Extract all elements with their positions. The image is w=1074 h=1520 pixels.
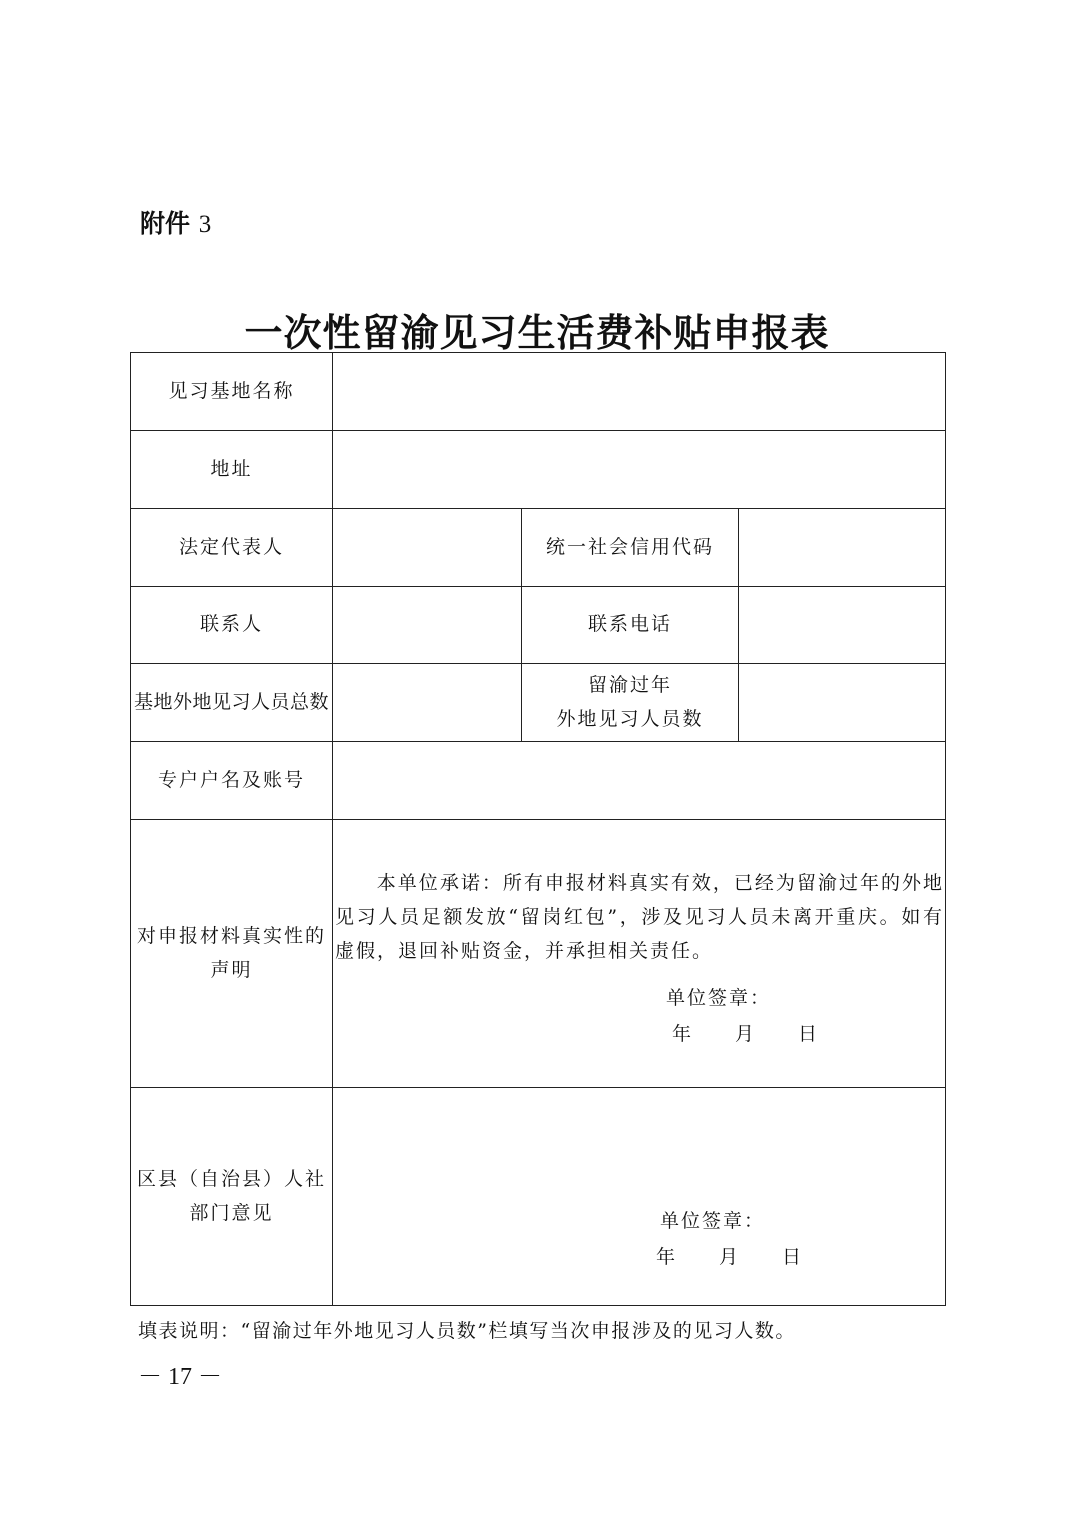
opinion-stamp: 单位签章：: [660, 1210, 766, 1232]
credit-code-field[interactable]: [739, 509, 946, 587]
total-trainees-label: 基地外地见习人员总数: [131, 664, 333, 742]
opinion-label-line1: 区县（自治县）人社: [136, 1168, 326, 1191]
base-name-label: 见习基地名称: [131, 353, 333, 431]
legal-rep-field[interactable]: [333, 509, 522, 587]
base-name-field[interactable]: [333, 353, 946, 431]
total-trainees-field[interactable]: [333, 664, 522, 742]
attachment-number: 3: [198, 211, 212, 238]
opinion-date: 年 月 日: [656, 1246, 804, 1268]
phone-label: 联系电话: [522, 587, 739, 664]
address-label: 地址: [131, 431, 333, 509]
account-label: 专户户名及账号: [131, 742, 333, 820]
opinion-label-line2: 部门意见: [189, 1201, 274, 1224]
declaration-cell: [333, 820, 946, 1088]
credit-code-label: 统一社会信用代码: [522, 509, 739, 587]
legal-rep-label: 法定代表人: [131, 509, 333, 587]
form-note: 填表说明：“留渝过年外地见习人员数”栏填写当次申报涉及的见习人数。: [138, 1320, 796, 1342]
form-title: 一次性留渝见习生活费补贴申报表: [244, 310, 830, 355]
declaration-label-line2: 声明: [210, 958, 253, 981]
declaration-stamp: 单位签章：: [666, 987, 772, 1009]
contact-label: 联系人: [131, 587, 333, 664]
attachment-heading: [140, 204, 211, 240]
staying-trainees-label: [522, 664, 739, 742]
declaration-label: [131, 820, 333, 1088]
attachment-label: 附件: [140, 209, 191, 238]
contact-field[interactable]: [333, 587, 522, 664]
staying-trainees-label-line1: 留渝过年: [587, 674, 672, 697]
opinion-label: [131, 1088, 333, 1306]
staying-trainees-field[interactable]: [739, 664, 946, 742]
application-form-table: [130, 352, 946, 1306]
phone-field[interactable]: [739, 587, 946, 664]
staying-trainees-label-line2: 外地见习人员数: [556, 707, 704, 730]
declaration-date: 年 月 日: [672, 1023, 820, 1045]
address-field[interactable]: [333, 431, 946, 509]
declaration-label-line1: 对申报材料真实性的: [136, 925, 326, 948]
opinion-cell[interactable]: [333, 1088, 946, 1306]
account-field[interactable]: [333, 742, 946, 820]
declaration-text: 本单位承诺：所有申报材料真实有效，已经为留渝过年的外地见习人员足额发放“留岗红包”，涉及见习人员未离开重庆。如有虚假，退回补贴资金，并承担相关责任。: [335, 872, 944, 963]
page-number: － 17 －: [138, 1364, 222, 1390]
